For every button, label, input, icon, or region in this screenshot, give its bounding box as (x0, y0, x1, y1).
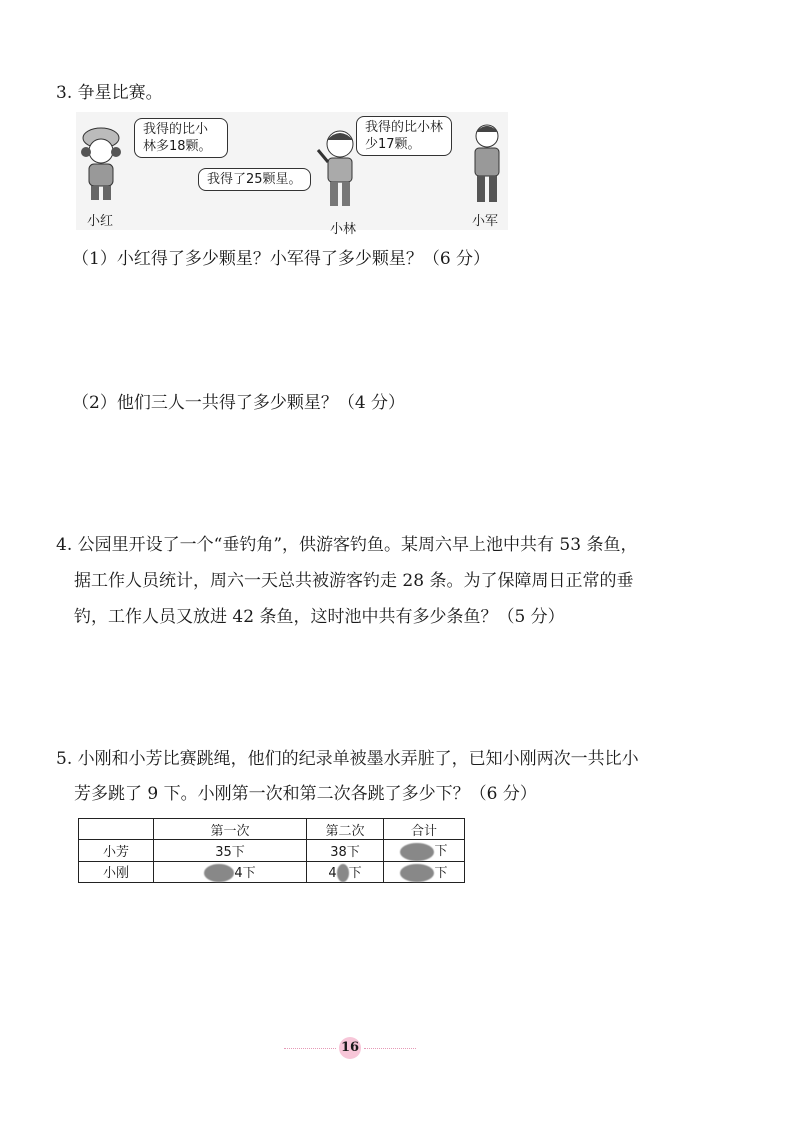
xiaolin-speech-bubble: 我得了25颗星。 (198, 168, 311, 191)
footer-divider-right (364, 1048, 416, 1049)
cell-second: 38下 (307, 840, 384, 862)
footer-divider-left (284, 1048, 336, 1049)
q3-part2: （2）他们三人一共得了多少颗星？（4 分） (72, 393, 406, 413)
xiaojun-label: 小军 (472, 214, 499, 229)
table-row (79, 840, 465, 862)
q3-part1: （1）小红得了多少颗星？小军得了多少颗星？（6 分） (72, 249, 491, 269)
cell-first: 35下 (154, 840, 307, 862)
xiaojun-speech-bubble: 我得的比小林少17颗。 (356, 116, 452, 156)
q5-line1: 5. 小刚和小芳比赛跳绳，他们的纪录单被墨水弄脏了，已知小刚两次一共比小 (56, 749, 639, 769)
q4-line3: 钓，工作人员又放进 42 条鱼，这时池中共有多少条鱼？（5 分） (74, 607, 565, 627)
table-header-cell: 第二次 (307, 819, 384, 840)
cell-total (384, 840, 465, 862)
cell-total (384, 861, 465, 883)
xiaohong-speech-bubble: 我得的比小林多18颗。 (134, 118, 228, 158)
girl-figure-icon (76, 124, 126, 204)
q4-line1: 4. 公园里开设了一个“垂钓角”，供游客钓鱼。某周六早上池中共有 53 条鱼， (56, 535, 638, 555)
xiaolin-label: 小林 (330, 222, 357, 237)
ink-blot-icon (400, 864, 434, 882)
ink-blot-icon (337, 864, 349, 882)
table-header-cell (79, 819, 154, 840)
table-header-cell: 合计 (384, 819, 465, 840)
table-header-cell: 第一次 (154, 819, 307, 840)
page-number: 16 (339, 1037, 361, 1059)
cell-first-suffix: 4下 (234, 865, 256, 881)
q5-line2: 芳多跳了 9 下。小刚第一次和第二次各跳了多少下？（6 分） (74, 784, 537, 804)
cell-total-suffix: 下 (434, 844, 448, 859)
ink-blot-icon (400, 843, 434, 861)
row-name: 小刚 (79, 861, 154, 883)
cell-second (307, 861, 384, 883)
cell-second-suffix: 下 (348, 865, 362, 881)
cell-total-suffix: 下 (434, 865, 448, 881)
cell-first (154, 861, 307, 883)
jump-rope-record-table (78, 818, 465, 883)
ink-blot-icon (204, 864, 234, 882)
table-header-row (79, 819, 465, 840)
q3-title: 3. 争星比赛。 (56, 83, 163, 103)
star-contest-illustration (76, 112, 508, 237)
table-row (79, 861, 465, 883)
xiaohong-label: 小红 (87, 214, 114, 229)
q4-line2: 据工作人员统计，周六一天总共被游客钓走 28 条。为了保障周日正常的垂 (74, 571, 634, 591)
boy-figure-icon (468, 122, 506, 206)
row-name: 小芳 (79, 840, 154, 862)
cell-second-prefix: 4 (328, 865, 337, 881)
